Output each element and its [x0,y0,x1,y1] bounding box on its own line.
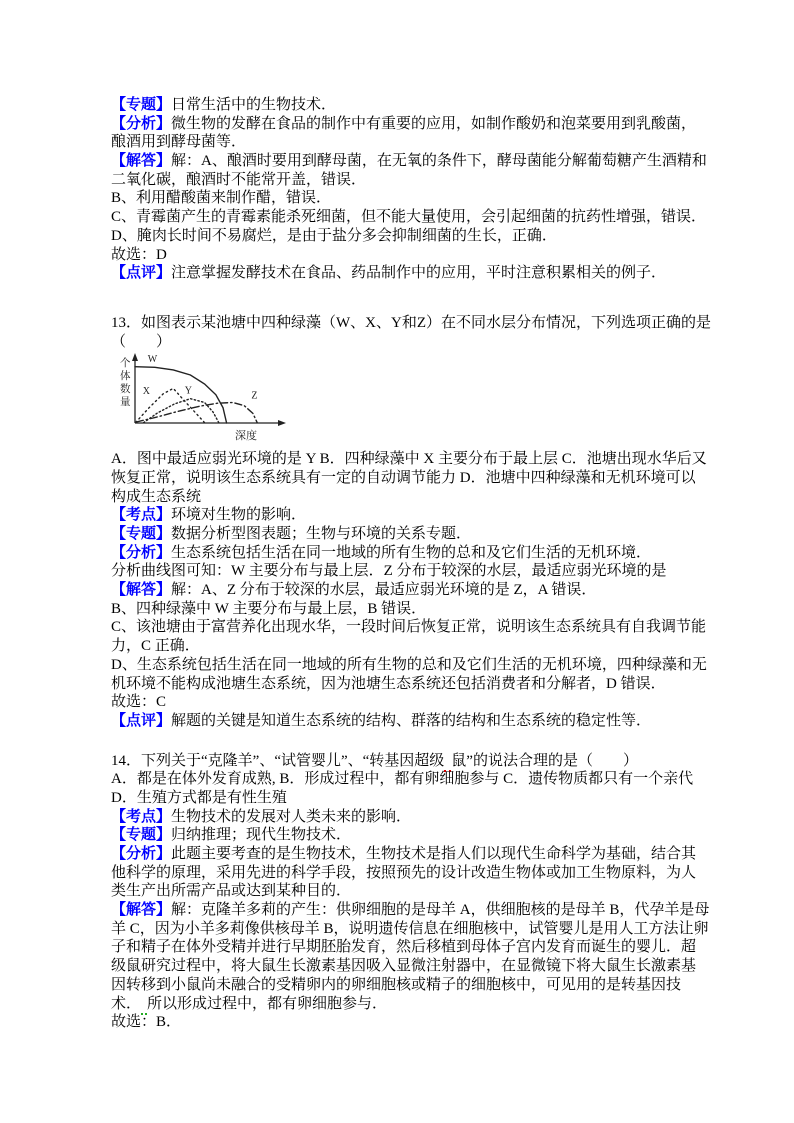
text-line [111,693,695,712]
y-axis-label: 量 [120,397,131,409]
text-run: 子和精子在体外受精并进行早期胚胎发育，然后移植到母体子宫内发育而诞生的婴儿．超 [111,939,697,956]
section-tag: 【点评】 [111,712,172,729]
algae-depth-chart [113,351,293,445]
text-run: 分析曲线图可知：W 主要分布与最上层．Z 分布于较深的水层，最适应弱光环境的是 [111,563,667,580]
text-run: 机环境不能构成池塘生态系统，因为池塘生态系统还包括消费者和分解者，D 错误． [111,675,666,692]
text-line [111,581,695,600]
q14-block [111,752,710,1032]
series-Z-label: Z [251,390,258,402]
text-run: 环境对生物的影响． [171,507,307,524]
text-line [111,115,695,134]
text-run: 归纳推理；现代生物技术． [171,827,352,844]
y-axis-label: 体 [120,371,131,383]
text-line [111,189,695,208]
text-line [111,712,695,731]
text-line [111,637,695,656]
text-line [111,957,695,976]
text-line [111,525,695,544]
section-tag: 【分析】 [111,544,172,561]
text-run: 生态系统包括生活在同一地域的所有生物的总和及它们生活的无机环境． [171,544,652,561]
text-run: 术． [111,995,142,1012]
text-line [111,995,695,1014]
q12-answer-block [111,96,707,283]
text-run: 数据分析型图表题；生物与环境的关系专题． [171,526,472,542]
text-run: 因转移到小鼠尚未融合的受精卵内的卵细胞核或精子的细胞核中，可见用的是转基因技 [111,976,682,993]
text-line [111,506,695,525]
text-run: 生物技术的发展对人类未来的影响． [171,808,412,825]
text-run: A．图中最适应弱光环境的是 Y B．四种绿藻中 X 主要分布于最上层 C．池塘出现水华后又 [111,451,707,468]
q13-stem-block [111,314,711,351]
document-body [111,96,711,1032]
text-run: 故选：B． [111,1014,182,1031]
text-line [111,227,695,246]
text-line [111,770,695,789]
text-run: 13．如图表示某池塘中四种绿藻（W、X、Y和Z）在不同水层分布情况，下列选项正确的是 [111,314,711,331]
text-run: 他科学的原理，采用先进的科学手段，按照预先的设计改造生物体或加工生物原料，为人 [111,864,697,881]
text-line [111,264,695,283]
text-line [111,333,695,352]
series-W-label: W [147,354,158,366]
text-run: 所以形成过程中，都有卵细胞参与． [147,995,388,1012]
text-run: B、四种绿藻中 W 主要分布与最上层，B 错误． [111,600,427,617]
text-run: 日常生活中的生物技术． [171,97,337,113]
text-line [111,656,707,675]
section-tag: 【解答】 [111,153,172,170]
y-axis-arrow-icon [132,353,138,361]
text-line [111,826,695,845]
text-line [111,864,695,883]
q13-figure-block [113,351,695,450]
text-run: 类生产出所需产品或达到某种目的． [111,883,352,900]
text-line [111,600,695,619]
section-tag: 【专题】 [111,827,172,844]
text-run: 酿酒用到酵母菌等． [111,134,247,151]
section-tag: 【考点】 [111,808,172,825]
text-line [111,1013,695,1032]
q13-answer-block [111,450,707,730]
text-run: （ ） [111,333,172,350]
text-line [111,845,695,864]
text-line [111,450,707,469]
section-tag: 【解答】 [111,902,172,919]
series-X-label: X [142,386,151,398]
text-run: C、该池塘由于富营养化出现水华，一段时间后恢复正常，说明该生态系统具有自我调节能 [111,619,707,636]
text-line [111,920,709,939]
text-line [111,171,695,190]
text-line [111,562,695,581]
section-tag: 【分析】 [111,115,172,132]
series-Z-curve [136,403,257,423]
text-line [111,938,695,957]
x-axis-label: 深度 [235,430,257,443]
text-run: 级鼠研究过程中，将大鼠生长激素基因吸入显微注射器中，在显微镜下将大鼠生长激素基 [111,958,697,975]
text-run: 故选：D [111,246,167,263]
section-tag: 【专题】 [111,97,172,113]
text-run: 构成生态系统 [111,488,202,505]
text-run: D、腌肉长时间不易腐烂，是由于盐分多会抑制细菌的生长，正确． [111,227,557,244]
text-run: 解：A、酿酒时要用到酵母菌，在无氧的条件下，酵母菌能分解葡萄糖产生酒精和 [171,153,707,170]
text-run: 二氧化碳，酿酒时不能常开盖，错误． [111,171,367,188]
text-line [111,469,695,488]
text-run: D．生殖方式都是有性生殖 [111,789,287,806]
text-run: 恢复正常，说明该生态系统具有一定的自动调节能力 D．池塘中四种绿藻和无机环境可以 [111,469,696,486]
x-axis-arrow-icon [278,420,286,426]
text-line [111,789,695,808]
text-line [111,618,707,637]
text-run: 微生物的发酵在食品的制作中有重要的应用，如制作酸奶和泡菜要用到乳酸菌， [171,115,697,132]
text-run: B、利用醋酸菌来制作醋，错误． [111,190,332,207]
text-run: 此题主要考查的是生物技术，生物技术是指人们以现代生命科学为基础，结合其 [171,846,697,862]
text-run: D、生态系统包括生活在同一地域的所有生物的总和及它们生活的无机环境，四种绿藻和无 [111,656,707,673]
text-line [111,675,695,694]
text-run: 14．下列关于“克隆羊”、“试管婴儿”、“转基因超级 [111,752,445,769]
text-line [111,976,695,995]
text-line [111,152,707,171]
text-line [111,901,710,920]
text-run: 注意掌握发酵技术在食品、药品制作中的应用，平时注意积累相关的例子． [171,265,667,282]
section-tag: 【专题】 [111,526,172,542]
text-run: 鼠”的说法合理的是（ ） [451,752,638,769]
series-Y-label: Y [184,385,192,397]
text-run: 故选：C [111,694,167,711]
text-run: C、青霉菌产生的青霉素能杀死细菌，但不能大量使用，会引起细菌的抗药性增强，错误． [111,209,707,226]
text-run: 解：克隆羊多莉的产生：供卵细胞的是母羊 A，供细胞核的是母羊 B，代孕羊是母 [171,902,710,919]
text-line [111,133,695,152]
text-line [111,208,707,227]
section-tag: 【点评】 [111,265,172,282]
text-run: 解题的关键是知道生态系统的结构、群落的结构和生态系统的稳定性等． [171,712,652,729]
text-line [111,882,695,901]
text-run: 力，C 正确． [111,638,200,655]
section-tag: 【分析】 [111,846,172,862]
y-axis-label: 数 [120,384,131,396]
section-tag: 【考点】 [111,507,172,524]
text-run: A．都是在体外发育成熟, B．形成过程中，都有卵细胞参与 C．遗传物质都只有一个亲代 [111,771,694,788]
text-line [111,752,695,771]
text-line [111,544,695,563]
section-tag: 【解答】 [111,582,172,599]
text-run: 羊 C，因为小羊多莉像供核母羊 B，说明遗传信息在细胞核中，试管婴儿是用人工方法让卵 [111,920,709,937]
text-line [111,96,695,115]
text-line [111,246,695,265]
text-line [111,314,711,333]
text-line [111,488,695,507]
text-line [111,808,695,827]
text-run: 解：A、Z 分布于较深的水层，最适应弱光环境的是 Z，A 错误． [171,582,597,599]
y-axis-label: 个 [120,358,131,370]
